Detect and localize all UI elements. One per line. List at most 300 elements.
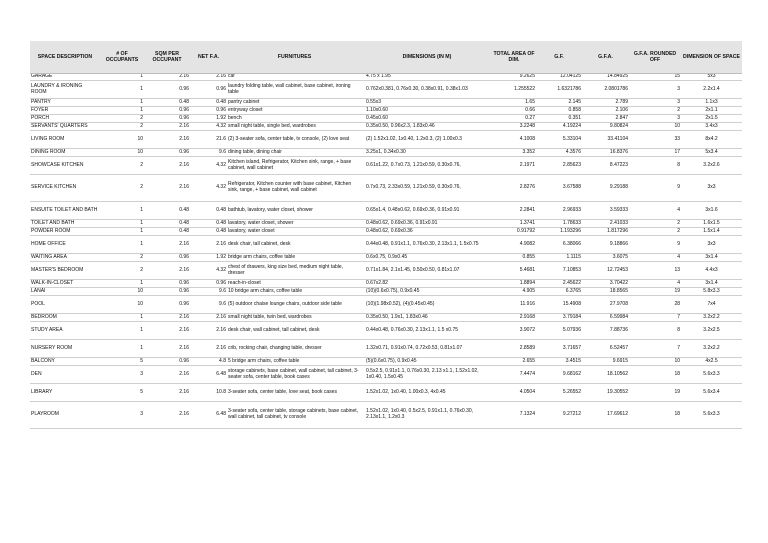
table-row <box>30 228 742 236</box>
furnitures-cell: storage cabinets, base cabinet, wall cabinet, tall cabinet, 3-seater sofa, center table, book cases <box>227 366 362 384</box>
dimension-of-space-cell: 5x3.4 <box>681 149 742 157</box>
table-row <box>30 74 742 81</box>
net-fa-cell: 2.16 <box>190 340 227 358</box>
gfa-rounded-cell: 8 <box>629 157 681 175</box>
gfa-rounded-cell: 8 <box>629 322 681 340</box>
occupants-cell: 3 <box>100 366 144 384</box>
total-area-cell: 2.2841 <box>492 202 536 220</box>
gf-cell: 1.78633 <box>536 220 582 228</box>
dimension-of-space-cell: 2.2x1.4 <box>681 81 742 99</box>
total-area-cell: 4.905 <box>492 288 536 296</box>
dimensions-cell: 1.52x1.02, 1x0.40, 0.5x2.5, 0.91x1.1, 0.76x0.30, 2.13x1.1, 1.2x0.3 <box>362 402 492 429</box>
dimensions-cell: 0.35x0.50, 0.96x2.3, 1.83x0.46 <box>362 123 492 131</box>
dimensions-cell: 1.10x0.60 <box>362 107 492 115</box>
table-row <box>30 280 742 288</box>
space-description-cell: FOYER <box>30 107 100 115</box>
net-fa-cell: 0.48 <box>190 220 227 228</box>
table-row <box>30 149 742 157</box>
gfa-cell: 7.88736 <box>582 322 629 340</box>
gfa-cell: 2.0801786 <box>582 81 629 99</box>
furnitures-cell: small night table, single bed, wardrobes <box>227 123 362 131</box>
occupants-cell: 2 <box>100 262 144 280</box>
dimension-of-space-cell: 8x4.2 <box>681 131 742 149</box>
gf-cell: 15.4908 <box>536 296 582 314</box>
furnitures-cell: 10 bridge arm chairs, coffee table <box>227 288 362 296</box>
total-area-cell: 1.65 <box>492 99 536 107</box>
sqm-per-occupant-cell: 0.96 <box>144 81 190 99</box>
dimensions-cell: 3.25x1, 0.34x0.30 <box>362 149 492 157</box>
table-row <box>30 402 742 429</box>
net-fa-cell: 9.6 <box>190 149 227 157</box>
gfa-rounded-cell: 3 <box>629 115 681 123</box>
occupants-cell: 2 <box>100 175 144 202</box>
total-area-cell: 2.8276 <box>492 175 536 202</box>
gf-cell: 3.71657 <box>536 340 582 358</box>
gfa-cell: 18.10562 <box>582 366 629 384</box>
gfa-cell: 8.47223 <box>582 157 629 175</box>
gfa-rounded-cell: 9 <box>629 175 681 202</box>
furnitures-cell: desk chair, tall cabinet, desk <box>227 236 362 254</box>
table-row <box>30 262 742 280</box>
sqm-per-occupant-cell: 2.16 <box>144 340 190 358</box>
gfa-rounded-cell: 10 <box>629 123 681 131</box>
gf-cell: 5.33104 <box>536 131 582 149</box>
furnitures-cell: lavatory, water closet <box>227 228 362 236</box>
net-fa-cell: 1.92 <box>190 115 227 123</box>
gfa-rounded-cell: 13 <box>629 262 681 280</box>
total-area-cell: 2.8589 <box>492 340 536 358</box>
net-fa-cell: 0.96 <box>190 280 227 288</box>
total-area-cell: 2.1971 <box>492 157 536 175</box>
space-description-cell: SHOWCASE KITCHEN <box>30 157 100 175</box>
gf-cell: 12.04125 <box>536 74 582 81</box>
furnitures-cell: small night table, twin bed, wardrobes <box>227 314 362 322</box>
dimension-of-space-cell: 4.4x3 <box>681 262 742 280</box>
net-fa-cell: 6.48 <box>190 402 227 429</box>
gf-cell: 7.10853 <box>536 262 582 280</box>
dimensions-cell: 0.55x3 <box>362 99 492 107</box>
total-area-cell: 3.2248 <box>492 123 536 131</box>
furnitures-cell: dining table, dining chair <box>227 149 362 157</box>
space-description-cell: SERVICE KITCHEN <box>30 175 100 202</box>
table-body <box>30 74 742 429</box>
occupants-cell: 1 <box>100 280 144 288</box>
dimensions-cell: 4.75 x 1.95 <box>362 74 492 81</box>
sqm-per-occupant-cell: 2.16 <box>144 123 190 131</box>
space-description-cell: POOL <box>30 296 100 314</box>
sqm-per-occupant-cell: 0.96 <box>144 149 190 157</box>
occupants-cell: 1 <box>100 340 144 358</box>
total-area-cell: 1.3741 <box>492 220 536 228</box>
dimensions-cell: 0.6x0.75, 0.9x0.45 <box>362 254 492 262</box>
gf-cell: 5.07936 <box>536 322 582 340</box>
gf-cell: 1.6321786 <box>536 81 582 99</box>
gf-cell: 4.3576 <box>536 149 582 157</box>
table-row <box>30 107 742 115</box>
table-row <box>30 115 742 123</box>
header-sqm-per-occupant: SQM PER OCCUPANT <box>144 41 190 74</box>
sqm-per-occupant-cell: 0.96 <box>144 288 190 296</box>
gf-cell: 6.38066 <box>536 236 582 254</box>
dimension-of-space-cell: 3.2x2.2 <box>681 340 742 358</box>
sqm-per-occupant-cell: 2.16 <box>144 157 190 175</box>
sqm-per-occupant-cell: 2.16 <box>144 322 190 340</box>
sqm-per-occupant-cell: 0.48 <box>144 99 190 107</box>
occupants-cell: 3 <box>100 402 144 429</box>
gfa-cell: 2.106 <box>582 107 629 115</box>
table-row <box>30 384 742 402</box>
gfa-rounded-cell: 4 <box>629 254 681 262</box>
space-description-cell: TOILET AND BATH <box>30 220 100 228</box>
sqm-per-occupant-cell: 0.48 <box>144 202 190 220</box>
furnitures-cell: laundry folding table, wall cabinet, base cabinet, ironing table <box>227 81 362 99</box>
gfa-rounded-cell: 10 <box>629 358 681 366</box>
furnitures-cell: 5 bridge arm chairs, coffee table <box>227 358 362 366</box>
net-fa-cell: 4.32 <box>190 175 227 202</box>
furnitures-cell: 3-seater sofa, center table, love seat, book cases <box>227 384 362 402</box>
gf-cell: 2.85623 <box>536 157 582 175</box>
gfa-cell: 3.59333 <box>582 202 629 220</box>
total-area-cell: 7.1324 <box>492 402 536 429</box>
gfa-rounded-cell: 18 <box>629 402 681 429</box>
furnitures-cell: entryway closet <box>227 107 362 115</box>
dimensions-cell: 0.762x0.381, 0.76x0.30, 0.38x0.91, 0.38x1.03 <box>362 81 492 99</box>
space-description-cell: MASTER'S BEDROOM <box>30 262 100 280</box>
occupants-cell: 10 <box>100 131 144 149</box>
dimensions-cell: 0.48x0.62, 0.69x0.36, 0.91x0.91 <box>362 220 492 228</box>
dimension-of-space-cell: 3x1.4 <box>681 254 742 262</box>
furnitures-cell: chest of drawers, king size bed, medium night table, dresser <box>227 262 362 280</box>
net-fa-cell: 0.48 <box>190 202 227 220</box>
net-fa-cell: 1.92 <box>190 254 227 262</box>
sqm-per-occupant-cell: 2.16 <box>144 131 190 149</box>
occupants-cell: 2 <box>100 123 144 131</box>
occupants-cell: 1 <box>100 74 144 81</box>
gf-cell: 3.67588 <box>536 175 582 202</box>
total-area-cell: 4.1008 <box>492 131 536 149</box>
gfa-cell: 6.52457 <box>582 340 629 358</box>
total-area-cell: 2.655 <box>492 358 536 366</box>
table-row <box>30 131 742 149</box>
gfa-rounded-cell: 2 <box>629 107 681 115</box>
space-program-table <box>30 41 742 429</box>
net-fa-cell: 4.32 <box>190 123 227 131</box>
header-gf: G.F. <box>536 41 582 74</box>
furnitures-cell: pantry cabinet <box>227 99 362 107</box>
furnitures-cell: bench <box>227 115 362 123</box>
gfa-cell: 16.8376 <box>582 149 629 157</box>
occupants-cell: 2 <box>100 254 144 262</box>
header-row <box>30 41 742 74</box>
gfa-rounded-cell: 7 <box>629 314 681 322</box>
gfa-rounded-cell: 9 <box>629 236 681 254</box>
occupants-cell: 1 <box>100 220 144 228</box>
space-description-cell: STUDY AREA <box>30 322 100 340</box>
total-area-cell: 1.255522 <box>492 81 536 99</box>
total-area-cell: 0.91792 <box>492 228 536 236</box>
dimension-of-space-cell: 7x4 <box>681 296 742 314</box>
dimension-of-space-cell: 3x3 <box>681 175 742 202</box>
gfa-cell: 9.80824 <box>582 123 629 131</box>
total-area-cell: 3.9072 <box>492 322 536 340</box>
total-area-cell: 11.916 <box>492 296 536 314</box>
gfa-cell: 9.6915 <box>582 358 629 366</box>
gfa-cell: 3.6075 <box>582 254 629 262</box>
table-row <box>30 220 742 228</box>
header-furnitures: FURNITURES <box>227 41 362 74</box>
gfa-cell: 9.18866 <box>582 236 629 254</box>
space-description-cell: HOME OFFICE <box>30 236 100 254</box>
occupants-cell: 1 <box>100 99 144 107</box>
dimension-of-space-cell: 3x1.4 <box>681 280 742 288</box>
occupants-cell: 1 <box>100 107 144 115</box>
dimension-of-space-cell: 1.1x3 <box>681 99 742 107</box>
table-row <box>30 123 742 131</box>
space-description-cell: PANTRY <box>30 99 100 107</box>
dimensions-cell: 0.61x1.22, 0.7x0.73, 1.21x0.59, 0.30x0.76, <box>362 157 492 175</box>
furnitures-cell: bathtub, lavatory, water closet, shower <box>227 202 362 220</box>
gfa-cell: 6.59984 <box>582 314 629 322</box>
dimensions-cell: 0.48x0.62, 0.69x0.36 <box>362 228 492 236</box>
sqm-per-occupant-cell: 2.16 <box>144 384 190 402</box>
space-description-cell: DEN <box>30 366 100 384</box>
space-description-cell: LAUNDRY & IRONING ROOM <box>30 81 100 99</box>
occupants-cell: 1 <box>100 81 144 99</box>
gfa-rounded-cell: 33 <box>629 131 681 149</box>
dimension-of-space-cell: 1.6x1.5 <box>681 220 742 228</box>
gfa-cell: 33.41104 <box>582 131 629 149</box>
table-row <box>30 202 742 220</box>
gfa-cell: 19.30552 <box>582 384 629 402</box>
gfa-rounded-cell: 3 <box>629 99 681 107</box>
dimensions-cell: 0.7x0.73, 2.33x0.59, 1.21x0.59, 0.30x0.76, <box>362 175 492 202</box>
dimension-of-space-cell: 5x3 <box>681 74 742 81</box>
space-description-cell: LIVING ROOM <box>30 131 100 149</box>
total-area-cell: 5.4681 <box>492 262 536 280</box>
dimensions-cell: 0.5x2.5, 0.91x1.1, 0.76x0.30, 2.13 x1.1, 1.52x1.02, 1x0.40, 1.5x0.45 <box>362 366 492 384</box>
sqm-per-occupant-cell: 0.48 <box>144 220 190 228</box>
occupants-cell: 10 <box>100 149 144 157</box>
gfa-cell: 2.789 <box>582 99 629 107</box>
space-description-cell: WALK-IN-CLOSET <box>30 280 100 288</box>
occupants-cell: 5 <box>100 358 144 366</box>
dimensions-cell: (10)(0.6x0.75), 0.9x0.45 <box>362 288 492 296</box>
total-area-cell: 0.855 <box>492 254 536 262</box>
space-description-cell: LIBRARY <box>30 384 100 402</box>
space-description-cell: NURSERY ROOM <box>30 340 100 358</box>
furnitures-cell: desk chair, wall cabinet, tall cabinet, desk <box>227 322 362 340</box>
table-row <box>30 322 742 340</box>
table-row <box>30 175 742 202</box>
dimension-of-space-cell: 5.6x3.3 <box>681 402 742 429</box>
net-fa-cell: 4.32 <box>190 262 227 280</box>
total-area-cell: 2.9168 <box>492 314 536 322</box>
gfa-rounded-cell: 3 <box>629 81 681 99</box>
net-fa-cell: 10.8 <box>190 384 227 402</box>
net-fa-cell: 9.6 <box>190 296 227 314</box>
gfa-rounded-cell: 28 <box>629 296 681 314</box>
gfa-cell: 9.29188 <box>582 175 629 202</box>
dimensions-cell: 0.44x0.48, 0.91x1.1, 0.76x0.30, 2.13x1.1, 1.5x0.75 <box>362 236 492 254</box>
gf-cell: 1.1115 <box>536 254 582 262</box>
space-description-cell: ENSUITE TOILET AND BATH <box>30 202 100 220</box>
dimensions-cell: 0.44x0.48, 0.76x0.30, 2.13x1.1, 1.5 x0.75 <box>362 322 492 340</box>
total-area-cell: 1.8894 <box>492 280 536 288</box>
gf-cell: 9.68162 <box>536 366 582 384</box>
dimension-of-space-cell: 2x1.5 <box>681 115 742 123</box>
total-area-cell: 3.352 <box>492 149 536 157</box>
gfa-cell: 14.84925 <box>582 74 629 81</box>
net-fa-cell: 9.6 <box>190 288 227 296</box>
space-description-cell: BEDROOM <box>30 314 100 322</box>
occupants-cell: 1 <box>100 228 144 236</box>
gfa-cell: 17.69612 <box>582 402 629 429</box>
header-space-description: SPACE DESCRIPTION <box>30 41 100 74</box>
gfa-cell: 12.72453 <box>582 262 629 280</box>
gfa-cell: 2.41033 <box>582 220 629 228</box>
dimensions-cell: (10)(1.98x0.52), (4)(0.45x0.45) <box>362 296 492 314</box>
space-description-cell: BALCONY <box>30 358 100 366</box>
space-description-cell: PORCH <box>30 115 100 123</box>
dimension-of-space-cell: 3.2x2.5 <box>681 322 742 340</box>
dimension-of-space-cell: 1.5x1.4 <box>681 228 742 236</box>
gfa-rounded-cell: 19 <box>629 384 681 402</box>
occupants-cell: 10 <box>100 288 144 296</box>
occupants-cell: 10 <box>100 296 144 314</box>
header-dimension-of-space: DIMENSION OF SPACE <box>681 41 742 74</box>
furnitures-cell: (2) 3-seater sofa, center table, tv console, (2) love seat <box>227 131 362 149</box>
header-gfa: G.F.A. <box>582 41 629 74</box>
net-fa-cell: 2.16 <box>190 322 227 340</box>
net-fa-cell: 4.32 <box>190 157 227 175</box>
net-fa-cell: 0.96 <box>190 107 227 115</box>
dimension-of-space-cell: 3x1.6 <box>681 202 742 220</box>
table-row <box>30 254 742 262</box>
header-occupants: # OF OCCUPANTS <box>100 41 144 74</box>
dimensions-cell: (2) 1.52x1.02, 1x0.40, 1.2x0.3, (2) 1.00x0.3 <box>362 131 492 149</box>
dimension-of-space-cell: 5.6x3.4 <box>681 384 742 402</box>
dimension-of-space-cell: 4x2.5 <box>681 358 742 366</box>
gfa-rounded-cell: 2 <box>629 220 681 228</box>
table-row <box>30 99 742 107</box>
gf-cell: 9.27212 <box>536 402 582 429</box>
sqm-per-occupant-cell: 2.16 <box>144 262 190 280</box>
gfa-rounded-cell: 7 <box>629 340 681 358</box>
table-row <box>30 236 742 254</box>
total-area-cell: 4.0504 <box>492 384 536 402</box>
sqm-per-occupant-cell: 0.96 <box>144 107 190 115</box>
header-gfa-rounded: G.F.A. ROUNDED OFF <box>629 41 681 74</box>
furnitures-cell: lavatory, water closet, shower <box>227 220 362 228</box>
table-row <box>30 366 742 384</box>
sqm-per-occupant-cell: 0.96 <box>144 296 190 314</box>
occupants-cell: 2 <box>100 157 144 175</box>
net-fa-cell: 2.16 <box>190 236 227 254</box>
sqm-per-occupant-cell: 0.96 <box>144 358 190 366</box>
net-fa-cell: 0.48 <box>190 99 227 107</box>
net-fa-cell: 0.48 <box>190 228 227 236</box>
header-net-fa: NET F.A. <box>190 41 227 74</box>
dimension-of-space-cell: 3.2x2.2 <box>681 314 742 322</box>
gfa-rounded-cell: 18 <box>629 366 681 384</box>
sqm-per-occupant-cell: 2.16 <box>144 236 190 254</box>
occupants-cell: 1 <box>100 202 144 220</box>
sqm-per-occupant-cell: 2.16 <box>144 314 190 322</box>
gfa-rounded-cell: 17 <box>629 149 681 157</box>
table-row <box>30 340 742 358</box>
net-fa-cell: 2.16 <box>190 74 227 81</box>
area-computation-sheet <box>30 41 742 429</box>
dimensions-cell: 0.45x0.60 <box>362 115 492 123</box>
gf-cell: 3.79184 <box>536 314 582 322</box>
net-fa-cell: 21.6 <box>190 131 227 149</box>
occupants-cell: 1 <box>100 236 144 254</box>
table-row <box>30 288 742 296</box>
net-fa-cell: 2.16 <box>190 314 227 322</box>
gfa-rounded-cell: 4 <box>629 280 681 288</box>
gf-cell: 0.351 <box>536 115 582 123</box>
total-area-cell: 7.4474 <box>492 366 536 384</box>
dimension-of-space-cell: 5.6x3.3 <box>681 366 742 384</box>
sqm-per-occupant-cell: 2.16 <box>144 175 190 202</box>
dimension-of-space-cell: 5.8x3.3 <box>681 288 742 296</box>
gfa-rounded-cell: 2 <box>629 228 681 236</box>
furnitures-cell: bridge arm chairs, coffee table <box>227 254 362 262</box>
total-area-cell: 4.9082 <box>492 236 536 254</box>
dimensions-cell: 0.65x1.4, 0.48x0.62, 0.69x0.36, 0.91x0.91 <box>362 202 492 220</box>
sqm-per-occupant-cell: 2.16 <box>144 74 190 81</box>
space-description-cell: PLAYROOM <box>30 402 100 429</box>
dimensions-cell: 1.32x0.71, 0.91x0.74, 0.72x0.53, 0.81x1.07 <box>362 340 492 358</box>
sqm-per-occupant-cell: 2.16 <box>144 402 190 429</box>
gfa-cell: 1.817296 <box>582 228 629 236</box>
table-row <box>30 358 742 366</box>
table-row <box>30 314 742 322</box>
space-description-cell: POWDER ROOM <box>30 228 100 236</box>
occupants-cell: 1 <box>100 314 144 322</box>
furnitures-cell: reach-in-closet <box>227 280 362 288</box>
table-row <box>30 81 742 99</box>
gf-cell: 4.19224 <box>536 123 582 131</box>
sqm-per-occupant-cell: 0.48 <box>144 228 190 236</box>
total-area-cell: 0.66 <box>492 107 536 115</box>
gf-cell: 6.3765 <box>536 288 582 296</box>
net-fa-cell: 4.8 <box>190 358 227 366</box>
sqm-per-occupant-cell: 2.16 <box>144 366 190 384</box>
gfa-cell: 3.70422 <box>582 280 629 288</box>
gfa-rounded-cell: 15 <box>629 74 681 81</box>
dimensions-cell: 0.35x0.50, 1.9x1, 1.83x0.46 <box>362 314 492 322</box>
dimensions-cell: 0.71x1.84, 2.1x1.45, 0.50x0.50, 0.81x1.07 <box>362 262 492 280</box>
gfa-cell: 18.8565 <box>582 288 629 296</box>
occupants-cell: 5 <box>100 384 144 402</box>
net-fa-cell: 6.48 <box>190 366 227 384</box>
dimension-of-space-cell: 3x3 <box>681 236 742 254</box>
occupants-cell: 1 <box>100 322 144 340</box>
gfa-rounded-cell: 19 <box>629 288 681 296</box>
gf-cell: 2.145 <box>536 99 582 107</box>
header-total-area: TOTAL AREA OF DIM. <box>492 41 536 74</box>
gfa-rounded-cell: 4 <box>629 202 681 220</box>
dimensions-cell: 0.67x2.82 <box>362 280 492 288</box>
gf-cell: 0.858 <box>536 107 582 115</box>
gf-cell: 5.26552 <box>536 384 582 402</box>
table-row <box>30 157 742 175</box>
space-description-cell: SERVANTS' QUARTERS <box>30 123 100 131</box>
furnitures-cell: Kitchen island, Refrigerator, Kitchen sink, range, + base cabinet, wall cabinet <box>227 157 362 175</box>
dimension-of-space-cell: 2x1.1 <box>681 107 742 115</box>
total-area-cell: 9.2625 <box>492 74 536 81</box>
